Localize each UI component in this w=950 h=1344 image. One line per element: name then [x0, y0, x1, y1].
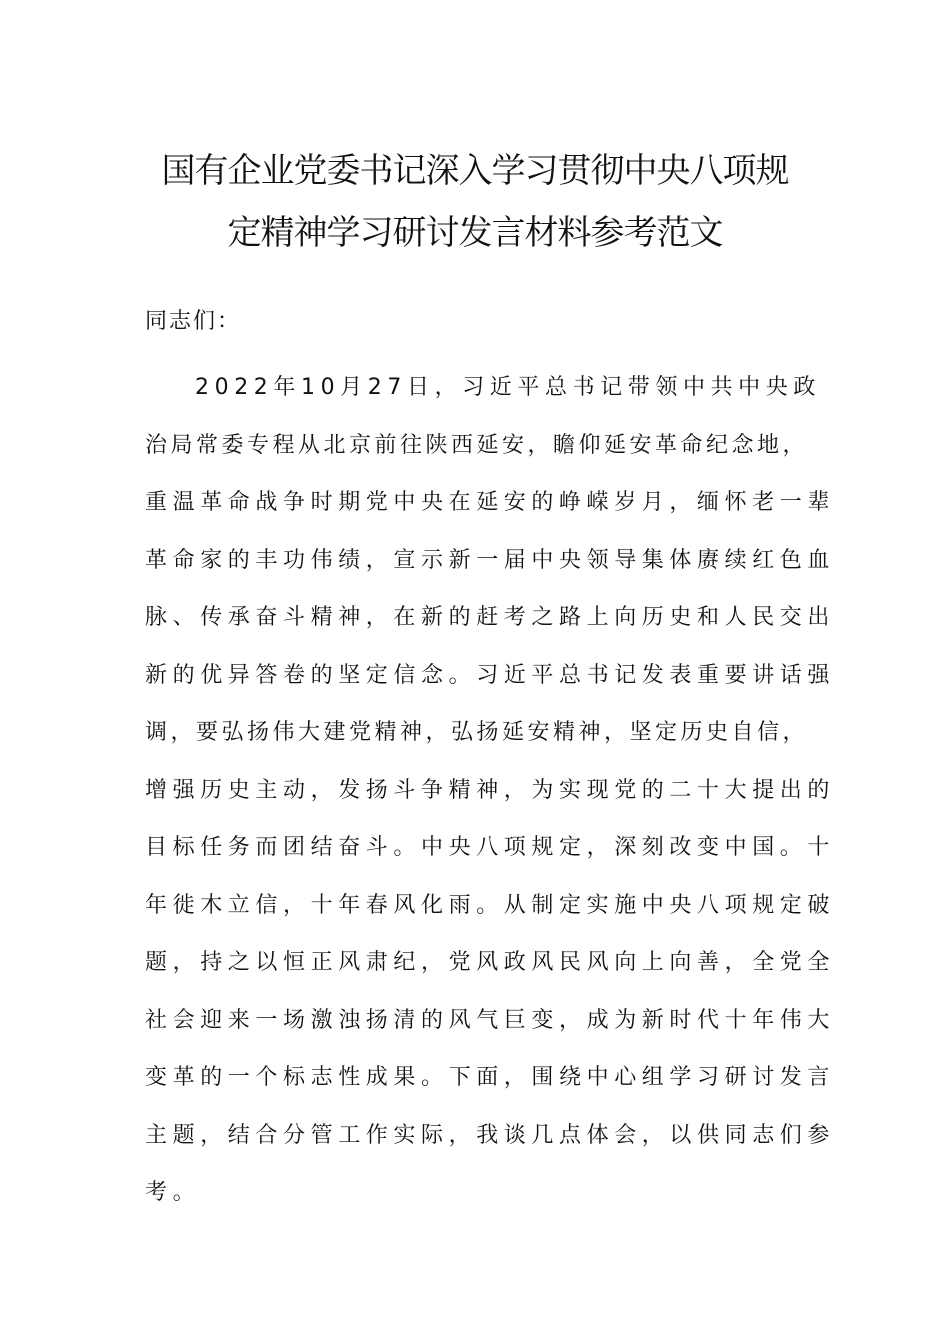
paragraph-line-4: 革命家的丰功伟绩，宣示新一届中央领导集体赓续红色血	[145, 547, 836, 573]
paragraph-line-5: 脉、传承奋斗精神，在新的赶考之路上向历史和人民交出	[145, 605, 836, 630]
paragraph-line-15: 考。	[145, 1180, 201, 1205]
paragraph-line-14: 主题，结合分管工作实际，我谈几点体会，以供同志们参	[145, 1122, 836, 1148]
paragraph-line-8: 增强历史主动，发扬斗争精神，为实现党的二十大提出的	[145, 777, 836, 803]
paragraph-line-7: 调，要弘扬伟大建党精神，弘扬延安精神，坚定历史自信，	[145, 720, 809, 745]
title-line-2: 定精神学习研讨发言材料参考范文	[227, 213, 723, 253]
paragraph-line-12: 社会迎来一场激浊扬清的风气巨变，成为新时代十年伟大	[145, 1007, 836, 1033]
paragraph-line-13: 变革的一个标志性成果。下面，围绕中心组学习研讨发言	[145, 1065, 836, 1090]
title-line-1: 国有企业党委书记深入学习贯彻中央八项规	[161, 151, 789, 191]
paragraph-line-1: 2022年10月27日，习近平总书记带领中共中央政	[195, 375, 821, 400]
paragraph-line-3: 重温革命战争时期党中央在延安的峥嵘岁月，缅怀老一辈	[145, 490, 836, 515]
paragraph-line-2: 治局常委专程从北京前往陕西延安，瞻仰延安革命纪念地，	[145, 432, 809, 458]
paragraph-line-6: 新的优异答卷的坚定信念。习近平总书记发表重要讲话强	[145, 662, 836, 688]
paragraph-line-10: 年徙木立信，十年春风化雨。从制定实施中央八项规定破	[145, 892, 836, 918]
document-title	[140, 140, 810, 264]
paragraph-line-9: 目标任务而团结奋斗。中央八项规定，深刻改变中国。十	[145, 835, 836, 860]
body-paragraph	[145, 365, 836, 1228]
greeting-text: 同志们：	[145, 309, 242, 334]
paragraph-line-11: 题，持之以恒正风肃纪，党风政风民风向上向善，全党全	[145, 950, 836, 975]
